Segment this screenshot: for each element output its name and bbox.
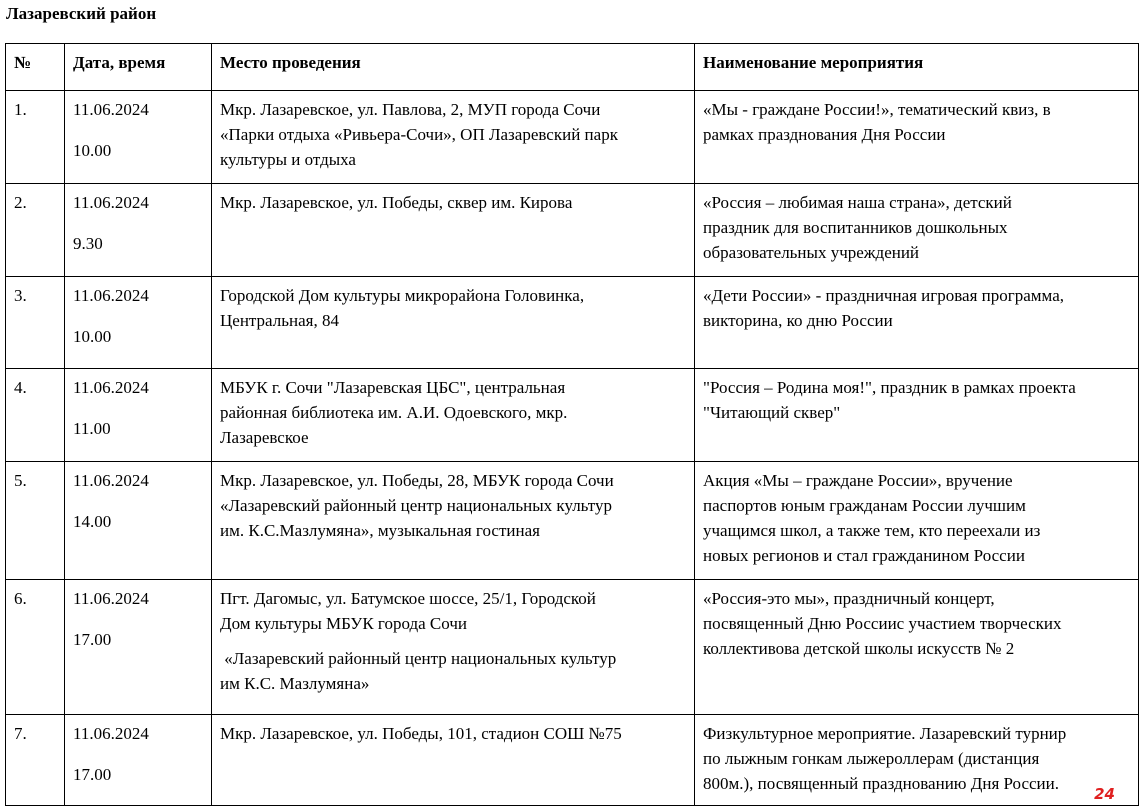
row-time: 17.00 [73, 630, 112, 649]
row-place [212, 184, 695, 277]
row-date: 11.06.2024 [73, 378, 149, 397]
row-place [212, 580, 695, 715]
row-place [212, 715, 695, 806]
row-date: 11.06.2024 [73, 100, 149, 119]
row-datetime [65, 580, 212, 715]
name-line: Физкультурное мероприятие. Лазаревский турнир [703, 724, 1067, 743]
row-datetime [65, 277, 212, 369]
table-header-row [6, 44, 1139, 91]
place-line: «Лазаревский районный центр национальных культур [220, 496, 612, 515]
row-event-name [695, 91, 1139, 184]
row-date: 11.06.2024 [73, 589, 149, 608]
table-row [6, 462, 1139, 580]
name-line: 800м.), посвященный празднованию Дня России. [703, 774, 1060, 793]
name-line: «Россия – любимая наша страна», детский [703, 193, 1012, 212]
row-place [212, 91, 695, 184]
row-time: 14.00 [73, 512, 112, 531]
row-time: 17.00 [73, 765, 112, 784]
row-time: 10.00 [73, 141, 112, 160]
row-place [212, 369, 695, 462]
place-line: «Парки отдыха «Ривьера-Сочи», ОП Лазаревский парк [220, 125, 618, 144]
row-datetime [65, 369, 212, 462]
place-line: Центральная, 84 [220, 311, 339, 330]
place-line: Мкр. Лазаревское, ул. Победы, 28, МБУК города Сочи [220, 471, 614, 490]
place-line: МБУК г. Сочи "Лазаревская ЦБС", центральная [220, 378, 566, 397]
place-line: Мкр. Лазаревское, ул. Павлова, 2, МУП города Сочи [220, 100, 601, 119]
row-num: 4. [6, 369, 65, 462]
name-line: коллективова детской школы искусств № 2 [703, 639, 1015, 658]
table-row [6, 580, 1139, 715]
place-line: Дом культуры МБУК города Сочи [220, 614, 467, 633]
place-line: Мкр. Лазаревское, ул. Победы, 101, стадион СОШ №75 [220, 724, 622, 743]
name-line: "Россия – Родина моя!", праздник в рамках проекта [703, 378, 1076, 397]
header-name: Наименование мероприятия [695, 44, 1139, 91]
name-line: праздник для воспитанников дошкольных [703, 218, 1008, 237]
row-datetime [65, 462, 212, 580]
place-line: культуры и отдыха [220, 150, 356, 169]
place-line: Пгт. Дагомыс, ул. Батумское шоссе, 25/1, Городской [220, 589, 596, 608]
place-line: Лазаревское [220, 428, 309, 447]
name-line: «Мы - граждане России!», тематический квиз, в [703, 100, 1051, 119]
row-datetime [65, 91, 212, 184]
row-num: 6. [6, 580, 65, 715]
events-table [5, 43, 1139, 806]
table-row [6, 369, 1139, 462]
name-line: образовательных учреждений [703, 243, 920, 262]
table-row [6, 715, 1139, 806]
name-line: паспортов юным гражданам России лучшим [703, 496, 1026, 515]
place-line: Городской Дом культуры микрорайона Головинка, [220, 286, 585, 305]
table-row [6, 184, 1139, 277]
place-line: «Лазаревский районный центр национальных культур [220, 649, 617, 668]
name-line: посвященный Дню Россиис участием творческих [703, 614, 1062, 633]
row-num: 5. [6, 462, 65, 580]
name-line: рамках празднования Дня России [703, 125, 946, 144]
row-event-name [695, 580, 1139, 715]
row-event-name [695, 369, 1139, 462]
table-row [6, 277, 1139, 369]
row-num: 7. [6, 715, 65, 806]
place-line: им К.С. Мазлумяна» [220, 674, 370, 693]
row-date: 11.06.2024 [73, 286, 149, 305]
page-title: Лазаревский район [6, 4, 157, 23]
place-line: Мкр. Лазаревское, ул. Победы, сквер им. Кирова [220, 193, 573, 212]
row-date: 11.06.2024 [73, 193, 149, 212]
row-event-name [695, 462, 1139, 580]
name-line: учащимся школ, а также тем, кто переехали из [703, 521, 1041, 540]
name-line: новых регионов и стал гражданином России [703, 546, 1025, 565]
name-line: «Россия-это мы», праздничный концерт, [703, 589, 995, 608]
row-place [212, 277, 695, 369]
row-num: 1. [6, 91, 65, 184]
row-datetime [65, 715, 212, 806]
watermark-logo: 24 [1094, 785, 1115, 803]
row-place [212, 462, 695, 580]
row-date: 11.06.2024 [73, 471, 149, 490]
header-date: Дата, время [65, 44, 212, 91]
place-line: им. К.С.Мазлумяна», музыкальная гостиная [220, 521, 540, 540]
table-row [6, 91, 1139, 184]
row-num: 3. [6, 277, 65, 369]
name-line: по лыжным гонкам лыжероллерам (дистанция [703, 749, 1040, 768]
row-time: 10.00 [73, 327, 112, 346]
row-num: 2. [6, 184, 65, 277]
name-line: "Читающий сквер" [703, 403, 841, 422]
header-place: Место проведения [212, 44, 695, 91]
place-line: районная библиотека им. А.И. Одоевского, мкр. [220, 403, 568, 422]
row-time: 9.30 [73, 234, 103, 253]
row-time: 11.00 [73, 419, 111, 438]
row-event-name [695, 715, 1139, 806]
row-datetime [65, 184, 212, 277]
name-line: Акция «Мы – граждане России», вручение [703, 471, 1013, 490]
name-line: «Дети России» - праздничная игровая программа, [703, 286, 1064, 305]
header-num: № [6, 44, 65, 91]
name-line: викторина, ко дню России [703, 311, 893, 330]
row-event-name [695, 277, 1139, 369]
row-event-name [695, 184, 1139, 277]
row-date: 11.06.2024 [73, 724, 149, 743]
